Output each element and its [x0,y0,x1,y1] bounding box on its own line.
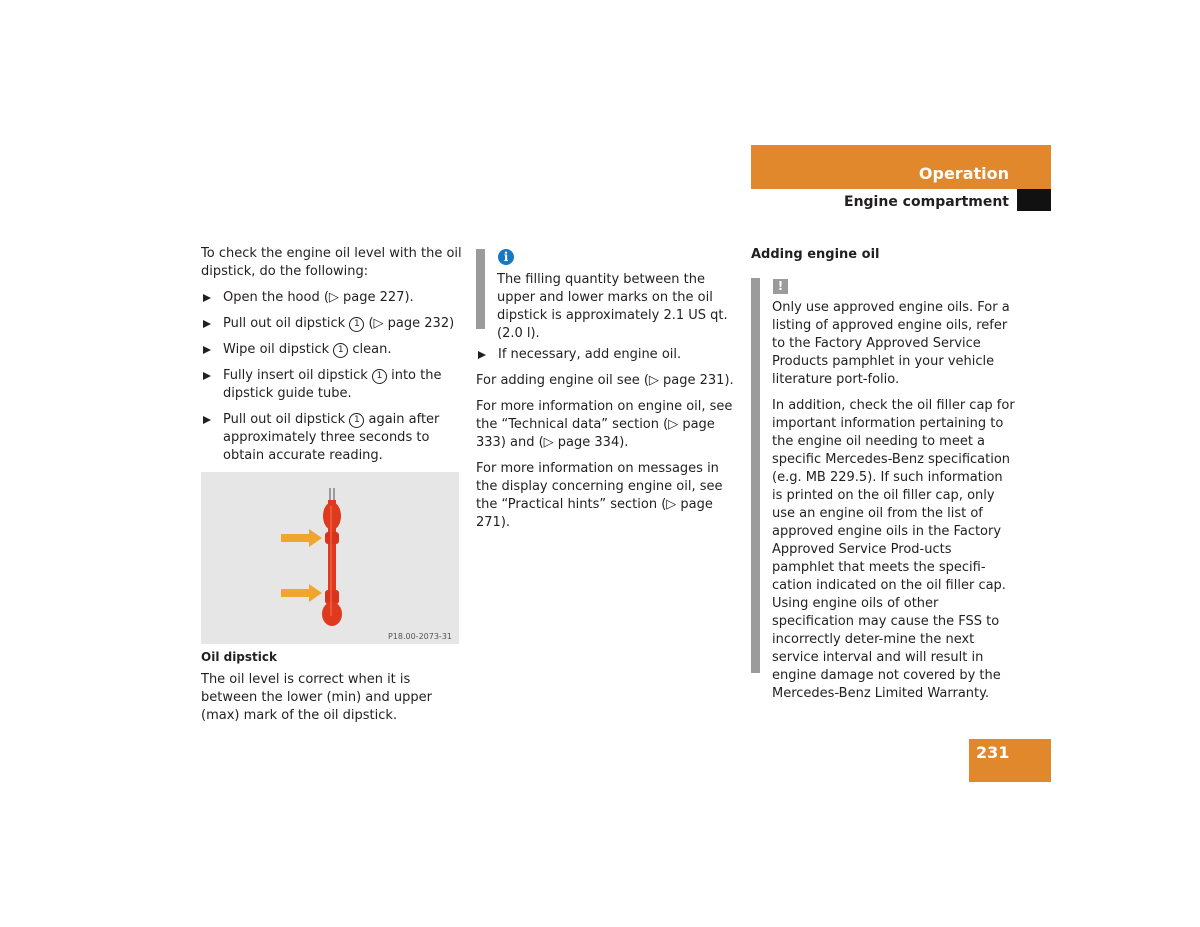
arrow-bullet-icon [203,294,211,302]
paragraph: For adding engine oil see (▷ page 231). [476,373,734,388]
adding-oil-heading: Adding engine oil [751,247,880,262]
step-item [201,411,463,465]
warning-side-bar [751,278,760,673]
arrow-bullet-icon [203,372,211,380]
step-text: clean. [348,342,392,357]
lower-mark-arrow-icon [281,584,322,602]
oil-level-text: The oil level is correct when it is between the lower (min) and upper (max) mark of the oil dipstick. [201,672,432,723]
page-number-box [969,739,1051,782]
callout-number-icon: 1 [333,343,348,358]
arrow-bullet-icon [203,320,211,328]
step-text: into the dipstick guide tube. [223,368,442,401]
step-item [201,367,463,403]
step-item [201,315,463,333]
callout-number-icon: 1 [349,317,364,332]
warning-icon: ! [773,279,788,294]
section-header-bar [751,145,1051,189]
step-item [201,341,463,359]
upper-mark-arrow-icon [281,529,322,547]
paragraph: Only use approved engine oils. For a listing of approved engine oils, refer to the Factory Approved Service Products pamphlet in your vehicle literature port-folio. [772,300,1010,387]
arrow-bullet-icon [203,416,211,424]
page-number: 231 [976,743,1010,762]
column-left [201,245,463,473]
info-note [497,271,737,343]
oil-level-note [201,671,463,725]
step-item [201,289,463,307]
figure-caption: Oil dipstick [201,650,277,664]
step-text: If necessary, add engine oil. [498,347,682,362]
intro-text: To check the engine oil level with the oil dipstick, do the following: [201,246,462,279]
info-icon: i [498,249,514,265]
step-text: (▷ page 232) [364,316,455,331]
step-text: Wipe oil dipstick [223,342,334,357]
column-middle [476,346,738,540]
dipstick-illustration [201,472,459,644]
step-text: Pull out oil dipstick [223,412,350,427]
info-text: The filling quantity between the upper and lower marks on the oil dipstick is approximately 2.1 US qt. (2.0 l). [497,272,728,341]
callout-number-icon: 1 [372,369,387,384]
step-item [476,346,738,364]
paragraph: In addition, check the oil filler cap for important information pertaining to the engine oil needing to meet a specific Mercedes-Benz specification (e.g. MB 229.5). If such information is printed on the oil filler cap, only use an engine oil from the list of approved engine oils in the Factory Approved Service Prod-ucts pamphlet that meets the specifi-cation indicated on the oil filler cap. Using engine oils of other specification may cause the FSS to incorrectly deter-mine the next service interval and will result in engine damage not covered by the Mercedes-Benz Limited Warranty. [772,398,1015,701]
oil-dipstick-figure [201,472,459,644]
callout-number-icon: 1 [349,413,364,428]
step-text: again after approximately three seconds to obtain accurate reading. [223,412,440,463]
section-title: Operation [918,164,1009,183]
step-list [201,289,463,465]
header-marker-block [1017,189,1051,211]
warning-note [772,299,1017,711]
subsection-title: Engine compartment [844,194,1009,210]
arrow-bullet-icon [203,346,211,354]
paragraph: For more information on engine oil, see the “Technical data” section (▷ page 333) and (▷ page 334). [476,399,733,450]
figure-code: P18.00-2073-31 [387,632,452,641]
step-text: Fully insert oil dipstick [223,368,372,383]
step-text: Pull out oil dipstick [223,316,350,331]
step-text: Open the hood (▷ page 227). [223,290,414,305]
info-side-bar [476,249,485,329]
paragraph: For more information on messages in the display concerning engine oil, see the “Practical hints” section (▷ page 271). [476,461,723,530]
arrow-bullet-icon [478,351,486,359]
